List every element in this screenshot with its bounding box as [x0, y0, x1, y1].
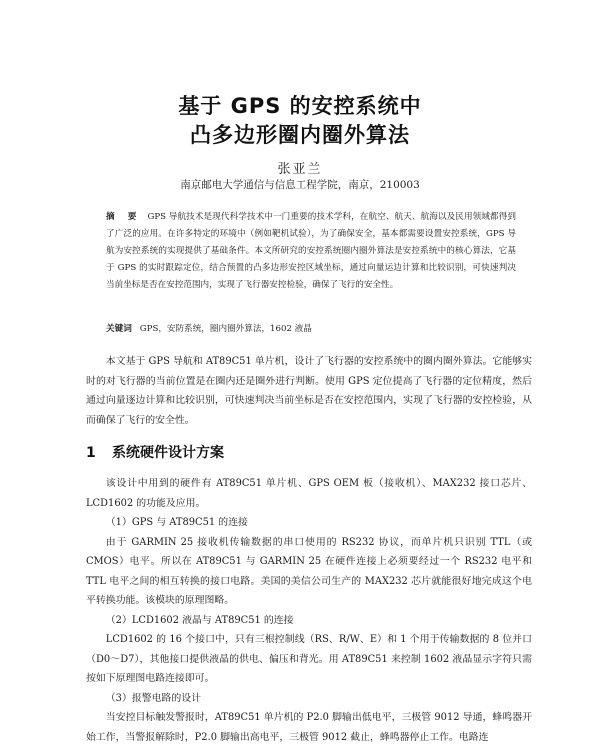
keywords-block	[106, 322, 526, 334]
keywords-label: 关键词	[106, 324, 132, 334]
introduction-paragraph-block	[86, 352, 532, 430]
section-body	[86, 474, 532, 747]
section-title: 系统硬件设计方案	[112, 445, 224, 461]
keywords-text: GPS，安防系统，圈内圈外算法，1602 液晶	[139, 324, 312, 334]
section-paragraph-1: 该设计中用到的硬件有 AT89C51 单片机、GPS OEM 板（接收机）、MAX232 接口芯片、LCD1602 的功能及应用。	[86, 478, 532, 509]
section-paragraph-4: 当安控目标触发警报时，AT89C51 单片机的 P2.0 脚输出低电平，三极管 9012 导通，蜂鸣器开始工作，当警报解除时，P2.0 脚输出高电平，三极管 9012 截止，蜂鸣器停止工作。电路连	[86, 712, 532, 743]
paper-title-line-2: 凸多边形圈内圈外算法	[190, 123, 410, 147]
author-name: 张亚兰	[277, 162, 323, 177]
abstract-block	[106, 209, 516, 294]
section-paragraph-3: LCD1602 的 16 个接口中，只有三根控制线（RS、R/W、E）和 1 个用于传输数据的 8 位并口（D0～D7），其他接口提供液晶的供电、偏压和背光。用 AT89C51 来控制 1602 液晶显示字符只需按如下原理图电路连接即可。	[86, 634, 532, 684]
paper-title-line-1: 基于 GPS 的安控系统中	[178, 94, 422, 118]
abstract-label: 摘 要	[106, 212, 142, 222]
subsection-heading-2: （2）LCD1602 液晶与 AT89C51 的连接	[105, 614, 294, 626]
section-number: 1	[86, 445, 96, 461]
subsection-heading-3: （3）报警电路的设计	[105, 692, 201, 704]
subsection-heading-1: （1）GPS 与 AT89C51 的连接	[105, 517, 248, 528]
section-paragraph-2: 由于 GARMIN 25 接收机传输数据的串口使用的 RS232 协议，而单片机只识别 TTL（或CMOS）电平。所以在 AT89C51 与 GARMIN 25 在硬件连接上必须要经过一个 RS232 电平和TTL 电平之间的相互转换的接口电路。美国的美信公司生产的 MAX232 芯片就能很好地完成这个电平转换功能。该模块的原理图略。	[86, 536, 532, 606]
introduction-paragraph: 本文基于 GPS 导航和 AT89C51 单片机，设计了飞行器的安控系统中的圈内圈外算法。它能够实时的对飞行器的当前位置是在圈内还是圈外进行判断。使用 GPS 定位提高了飞行器的定位精度，然后通过向量逐边计算和比较识别，可快速判决当前坐标是否在安控范围内，实现了飞行器的安控检验，从而确保了飞行的安全性。	[86, 356, 532, 426]
abstract-text: GPS 导航技术是现代科学技术中一门重要的技术学科，在航空、航天、航海以及民用领域都得到了广泛的应用。在许多特定的环境中（例如靶机试验），为了确保安全，基本都需要设置安控系统，GPS 导航为安控系统的实现提供了基础条件。本文所研究的安控系统圈内圈外算法是安控系统中的核心算法，它基于 GPS 的实时跟踪定位，结合预置的凸多边形安控区域坐标，通过向量运边计算和比较识别，可快速判决当前坐标是否在安控范围内，实现了飞行器安控检验，确保了飞行的安全性。	[106, 212, 516, 290]
section-heading	[86, 442, 224, 462]
author-affiliation: 南京邮电大学通信与信息工程学院，南京，210003	[180, 179, 420, 191]
